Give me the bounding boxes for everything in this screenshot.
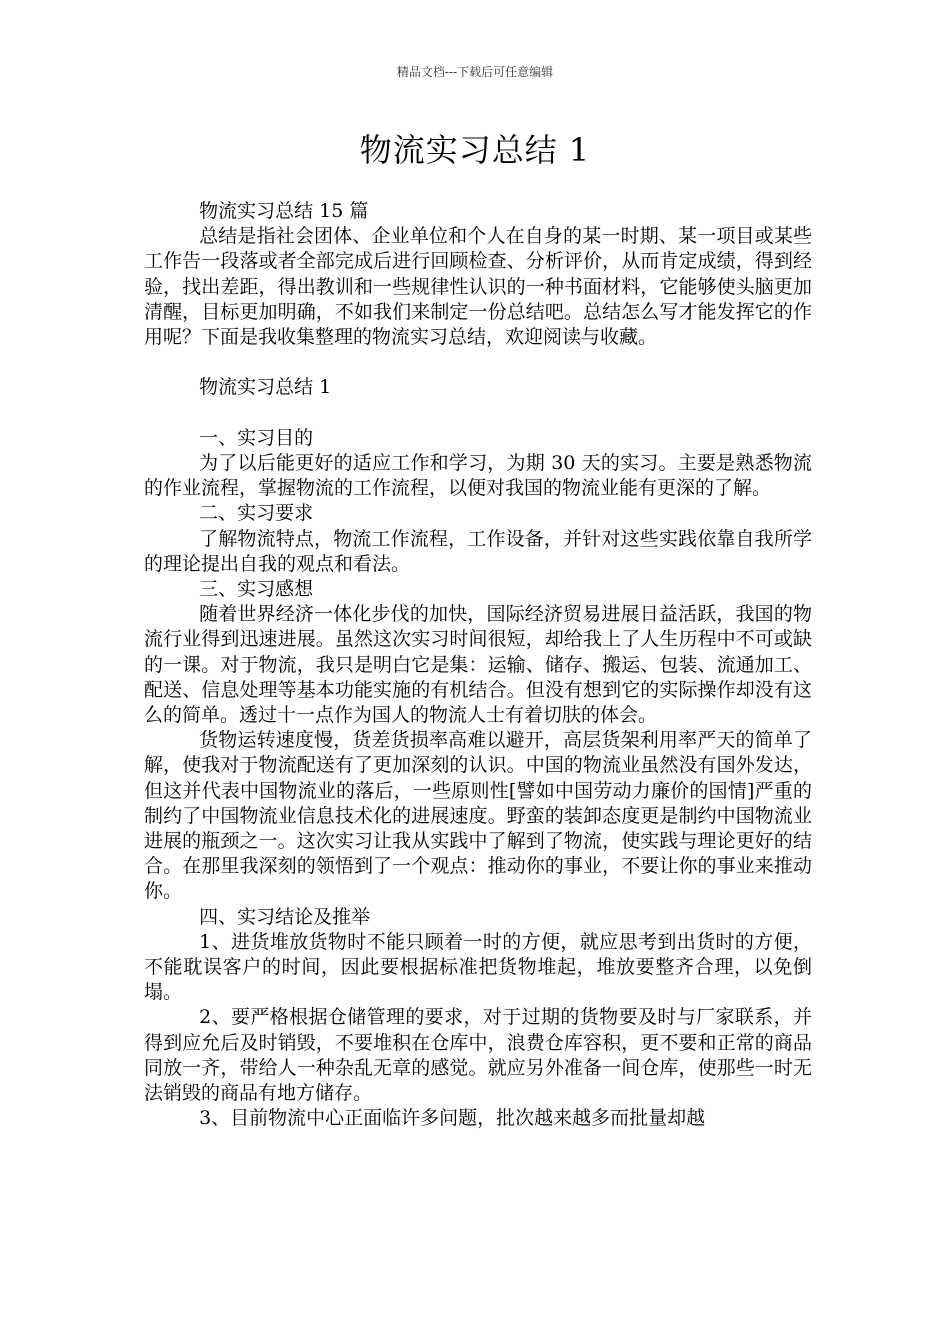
document-title: 物流实习总结 1 — [359, 131, 591, 169]
reflections-paragraph-1: 随着世界经济一体化步伐的加快，国际经济贸易进展日益活跃，我国的物流行业得到迅速进展。虽然这次实习时间很短，却给我上了人生历程中不可或缺的一课。对于物流，我只是明白它是集：运输、储存、搬运、包装、流通加工、配送、信息处理等基本功能实施的有机结合。但没有想到它的实际操作却没有这么的简单。透过十一点作为国人的物流人士有着切肤的体会。 — [144, 603, 812, 727]
reflections-paragraph-2: 货物运转速度慢，货差货损率高难以避开，高层货架利用率严天的简单了解，使我对于物流配送有了更加深刻的认识。中国的物流业虽然没有国外发达，但这并代表中国物流业的落后，一些原则性[譬如中国劳动力廉价的国情]严重的制约了中国物流业信息技术化的进展速度。野蛮的装卸态度更是制约中国物流业进展的瓶颈之一。这次实习让我从实践中了解到了物流，使实践与理论更好的结合。在那里我深刻的领悟到了一个观点：推动你的事业，不要让你的事业来推动你。 — [144, 729, 812, 903]
purpose-paragraph: 为了以后能更好的适应工作和学习，为期 30 天的实习。主要是熟悉物流的作业流程，掌握物流的工作流程，以便对我国的物流业能有更深的了解。 — [144, 452, 812, 500]
blank-line — [144, 350, 812, 375]
page-header: 精品文档---下载后可任意编辑 — [396, 65, 554, 79]
requirements-paragraph: 了解物流特点，物流工作流程，工作设备，并针对这些实践依靠自我所学的理论提出自我的观点和看法。 — [144, 527, 812, 575]
section-title: 物流实习总结 1 — [199, 376, 332, 399]
heading-requirements: 二、实习要求 — [199, 502, 314, 525]
conclusion-item-1: 1、进货堆放货物时不能只顾着一时的方便，就应思考到出货时的方便，不能耽误客户的时间，因此要根据标准把货物堆起，堆放要整齐合理，以免倒塌。 — [144, 930, 812, 1004]
heading-purpose: 一、实习目的 — [199, 426, 314, 449]
intro-paragraph: 总结是指社会团体、企业单位和个人在自身的某一时期、某一项目或某些工作告一段落或者全部完成后进行回顾检查、分析评价，从而肯定成绩，得到经验，找出差距，得出教训和一些规律性认识的一种书面材料，它能够使头脑更加清醒，目标更加明确，不如我们来制定一份总结吧。总结怎么写才能发挥它的作用呢？下面是我收集整理的物流实习总结，欢迎阅读与收藏。 — [144, 225, 812, 349]
subtitle-paragraph: 物流实习总结 15 篇 — [199, 200, 369, 222]
document-body — [144, 199, 812, 1131]
heading-conclusions: 四、实习结论及推举 — [199, 905, 371, 928]
blank-line — [144, 401, 812, 426]
conclusion-item-2: 2、要严格根据仓储管理的要求，对于过期的货物要及时与厂家联系，并得到应允后及时销毁，不要堆积在仓库中，浪费仓库容积，更不要和正常的商品同放一齐，带给人一种杂乱无章的感觉。就应另外准备一间仓库，使那些一时无法销毁的商品有地方储存。 — [144, 1006, 812, 1105]
heading-reflections: 三、实习感想 — [199, 578, 314, 601]
conclusion-item-3: 3、目前物流中心正面临许多问题，批次越来越多而批量却越 — [199, 1107, 706, 1130]
